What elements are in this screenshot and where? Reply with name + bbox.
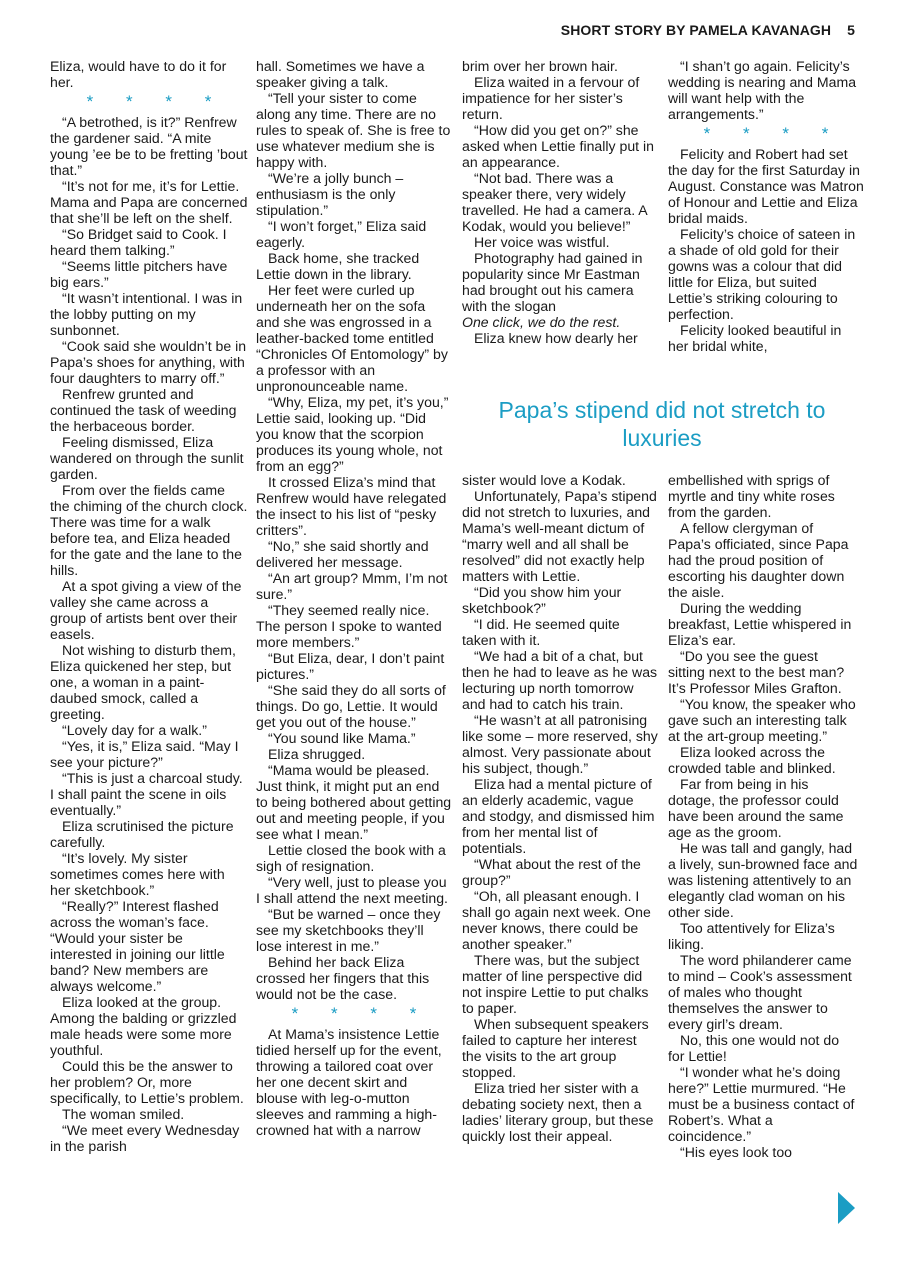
paragraph: From over the fields came the chiming of the church clock. There was time for a walk before tea, and Eliza headed for the gate and the lane to the hills.: [50, 482, 248, 578]
paragraph: “Oh, all pleasant enough. I shall go again next week. One never knows, there could be another speaker.”: [462, 888, 651, 952]
paragraph: Felicity and Robert had set the day for the first Saturday in August. Constance was Matron of Honour and Lettie and Eliza bridal maids.: [668, 146, 864, 226]
paragraph: “What about the rest of the group?”: [462, 856, 641, 888]
section-break-stars: * * * *: [86, 92, 226, 111]
paragraph: “This is just a charcoal study. I shall paint the scene in oils eventually.”: [50, 770, 243, 818]
paragraph: “But be warned – once they see my sketchbooks they’ll lose interest in me.”: [256, 906, 441, 954]
page-header: [561, 22, 855, 38]
paragraph: “Seems little pitchers have big ears.”: [50, 258, 228, 290]
paragraph: “His eyes look too: [680, 1144, 793, 1160]
paragraph: brim over her brown hair.: [462, 58, 618, 74]
paragraph: Behind her back Eliza crossed her fingers that this would not be the case.: [256, 954, 430, 1002]
paragraph: “I won’t forget,” Eliza said eagerly.: [256, 218, 427, 250]
paragraph: Eliza tried her sister with a debating society next, then a ladies’ literary group, but these quickly lost their appeal.: [462, 1080, 654, 1144]
paragraph: sister would love a Kodak.: [462, 472, 626, 488]
paragraph: Eliza shrugged.: [268, 746, 366, 762]
section-break-stars: * * * *: [703, 124, 843, 143]
paragraph: During the wedding breakfast, Lettie whispered in Eliza’s ear.: [668, 600, 852, 648]
paragraph: “It’s not for me, it’s for Lettie. Mama and Papa are concerned that she’ll be left on the shelf.: [50, 178, 248, 226]
paragraph: Eliza looked at the group. Among the balding or grizzled male heads were some more youthful.: [50, 994, 237, 1058]
paragraph: “Cook said she wouldn’t be in Papa’s shoes for anything, with four daughters to marry off.”: [50, 338, 247, 386]
paragraph: Too attentively for Eliza’s liking.: [668, 920, 835, 952]
text-column-1: [50, 58, 248, 1154]
paragraph: He was tall and gangly, had a lively, sun-browned face and was listening attentively to an elegantly clad woman on his other side.: [668, 840, 858, 920]
paragraph: A fellow clergyman of Papa’s officiated, since Papa had the proud position of escorting his daughter down the aisle.: [668, 520, 849, 600]
paragraph: “I did. He seemed quite taken with it.: [462, 616, 620, 648]
paragraph: “He wasn’t at all patronising like some – more reserved, shy almost. Very passionate about his subject, though.”: [462, 712, 658, 776]
paragraph: “A betrothed, is it?” Renfrew the gardener said. “A mite young ’ee be to be fretting ’bout that.”: [50, 114, 248, 178]
paragraph: Could this be the answer to her problem? Or, more specifically, to Lettie’s problem.: [50, 1058, 244, 1106]
text-column-4-top: [668, 58, 864, 354]
paragraph: Her voice was wistful.: [474, 234, 610, 250]
text-column-2: [256, 58, 452, 1138]
continue-arrow-icon: [838, 1192, 855, 1224]
paragraph: “It wasn’t intentional. I was in the lobby putting on my sunbonnet.: [50, 290, 243, 338]
paragraph: The word philanderer came to mind – Cook’s assessment of males who thought themselves the answer to every girl’s dream.: [668, 952, 852, 1032]
paragraph: Not wishing to disturb them, Eliza quickened her step, but one, a woman in a paint-daubed smock, called a greeting.: [50, 642, 236, 722]
paragraph: “So Bridget said to Cook. I heard them talking.”: [50, 226, 227, 258]
paragraph: “Not bad. There was a speaker there, very widely travelled. He had a camera. A Kodak, would you believe!”: [462, 170, 647, 234]
paragraph: Far from being in his dotage, the professor could have been around the same age as the groom.: [668, 776, 844, 840]
text-column-3-top: [462, 58, 658, 346]
paragraph: Lettie closed the book with a sigh of resignation.: [256, 842, 446, 874]
paragraph: Unfortunately, Papa’s stipend did not stretch to luxuries, and Mama’s well-meant dictum of “marry well and all shall be resolved” did not exactly help matters with Lettie.: [462, 488, 657, 584]
paragraph: “We meet every Wednesday in the parish: [50, 1122, 240, 1154]
paragraph: embellished with sprigs of myrtle and tiny white roses from the garden.: [668, 472, 835, 520]
paragraph: “An art group? Mmm, I’m not sure.”: [256, 570, 448, 602]
paragraph: “It’s lovely. My sister sometimes comes here with her sketchbook.”: [50, 850, 225, 898]
paragraph: Back home, she tracked Lettie down in the library.: [256, 250, 420, 282]
paragraph: “Do you see the guest sitting next to the best man? It’s Professor Miles Grafton.: [668, 648, 845, 696]
paragraph: “She said they do all sorts of things. Do go, Lettie. It would get you out of the house.”: [256, 682, 446, 730]
paragraph: “How did you get on?” she asked when Lettie finally put in an appearance.: [462, 122, 654, 170]
paragraph: Renfrew grunted and continued the task of weeding the herbaceous border.: [50, 386, 237, 434]
paragraph: “Lovely day for a walk.”: [62, 722, 207, 738]
paragraph: “Tell your sister to come along any time. There are no rules to speak of. She is free to use whatever medium she is happy with.: [256, 90, 451, 170]
paragraph: Photography had gained in popularity since Mr Eastman had brought out his camera with the slogan: [462, 250, 643, 314]
section-break-stars: * * * *: [291, 1004, 431, 1023]
paragraph: At a spot giving a view of the valley she came across a group of artists bent over their easels.: [50, 578, 242, 642]
paragraph: Eliza had a mental picture of an elderly academic, vague and stodgy, and dismissed him from her mental list of potentials.: [462, 776, 655, 856]
paragraph: “They seemed really nice. The person I spoke to wanted more members.”: [256, 602, 442, 650]
paragraph: Feeling dismissed, Eliza wandered on through the sunlit garden.: [50, 434, 244, 482]
paragraph: Eliza knew how dearly her: [474, 330, 638, 346]
story-byline: SHORT STORY BY PAMELA KAVANAGH: [560, 22, 832, 38]
paragraph: “Mama would be pleased. Just think, it might put an end to being bothered about getting out and meeting people, if you see what I mean.”: [256, 762, 452, 842]
paragraph: “Very well, just to please you I shall attend the next meeting.: [256, 874, 448, 906]
slogan-italic: One click, we do the rest.: [462, 314, 621, 330]
paragraph: “No,” she said shortly and delivered her message.: [256, 538, 429, 570]
paragraph: “But Eliza, dear, I don’t paint pictures.”: [256, 650, 445, 682]
paragraph: Eliza, would have to do it for her.: [50, 58, 227, 90]
paragraph: Eliza scrutinised the picture carefully.: [50, 818, 234, 850]
paragraph: There was, but the subject matter of line perspective did not inspire Lettie to put chalks to paper.: [462, 952, 649, 1016]
paragraph: The woman smiled.: [62, 1106, 185, 1122]
paragraph: “Yes, it is,” Eliza said. “May I see your picture?”: [50, 738, 239, 770]
pull-quote: Papa’s stipend did not stretch to luxuries: [498, 397, 826, 451]
paragraph: Eliza looked across the crowded table and blinked.: [668, 744, 836, 776]
paragraph: At Mama’s insistence Lettie tidied herself up for the event, throwing a tailored coat over her one decent skirt and blouse with leg-o-mutton sleeves and ramming a high-crowned hat with a narrow: [256, 1026, 442, 1138]
text-column-4-bottom: [668, 472, 858, 1160]
paragraph: It crossed Eliza’s mind that Renfrew would have relegated the insect to his list of “pesky critters”.: [256, 474, 447, 538]
paragraph: “Why, Eliza, my pet, it’s you,” Lettie said, looking up. “Did you know that the scorpion produces its young whole, not from an egg?”: [256, 394, 449, 474]
paragraph: “Really?” Interest flashed across the woman’s face. “Would your sister be interested in joining our little band? New members are always welcome.”: [50, 898, 225, 994]
paragraph: Her feet were curled up underneath her on the sofa and she was engrossed in a leather-backed tome entitled “Chronicles Of Entomology” by a professor with an unpronounceable name.: [256, 282, 448, 394]
paragraph: “You sound like Mama.”: [268, 730, 416, 746]
paragraph: “I wonder what he’s doing here?” Lettie murmured. “He must be a business contact of Robert’s. What a coincidence.”: [668, 1064, 855, 1144]
paragraph: “You know, the speaker who gave such an interesting talk at the art-group meeting.”: [668, 696, 856, 744]
paragraph: “I shan’t go again. Felicity’s wedding is nearing and Mama will want help with the arrangements.”: [668, 58, 857, 122]
paragraph: Felicity looked beautiful in her bridal white,: [668, 322, 842, 354]
paragraph: “We’re a jolly bunch – enthusiasm is the only stipulation.”: [256, 170, 404, 218]
paragraph: Eliza waited in a fervour of impatience for her sister’s return.: [462, 74, 640, 122]
paragraph: hall. Sometimes we have a speaker giving a talk.: [256, 58, 425, 90]
text-column-3-bottom: [462, 472, 658, 1144]
paragraph: No, this one would not do for Lettie!: [668, 1032, 840, 1064]
paragraph: When subsequent speakers failed to capture her interest the visits to the art group stopped.: [462, 1016, 649, 1080]
paragraph: Felicity’s choice of sateen in a shade of old gold for their gowns was a colour that did little for Eliza, but suited Lettie’s striking colouring to perfection.: [668, 226, 856, 322]
page-number: 5: [847, 22, 855, 38]
paragraph: “Did you show him your sketchbook?”: [462, 584, 622, 616]
paragraph: “We had a bit of a chat, but then he had to leave as he was lecturing up north tomorrow and had to catch his train.: [462, 648, 658, 712]
